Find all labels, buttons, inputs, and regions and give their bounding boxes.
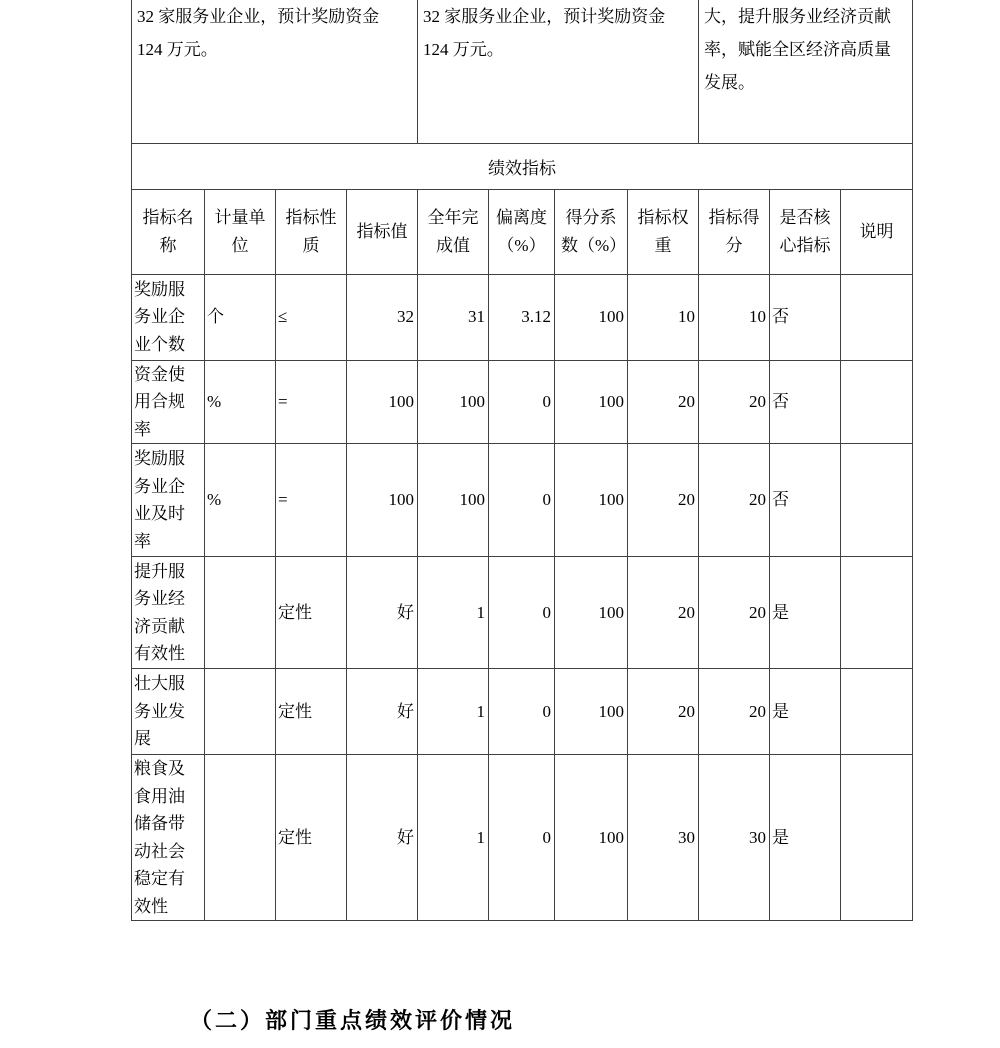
section-title: 绩效指标 bbox=[132, 143, 913, 189]
header-nature: 指标性质 bbox=[276, 189, 347, 274]
cell-indicator-name: 提升服务业经济贡献有效性 bbox=[132, 557, 205, 669]
header-core-indicator: 是否核心指标 bbox=[770, 189, 841, 274]
cell-nature: 定性 bbox=[276, 557, 347, 669]
cell-nature: 定性 bbox=[276, 755, 347, 921]
cell-indicator-name: 粮食及食用油储备带动社会稳定有效性 bbox=[132, 755, 205, 921]
cell-unit bbox=[205, 669, 276, 755]
header-unit: 计量单位 bbox=[205, 189, 276, 274]
cell-weight: 10 bbox=[628, 274, 699, 360]
section-heading: （二）部门重点绩效评价情况 bbox=[190, 1008, 516, 1033]
cell-completion-text: 32 家服务业企业，预计奖励资金 124 万元。 bbox=[418, 0, 699, 143]
cell-weight: 20 bbox=[628, 669, 699, 755]
cell-note bbox=[841, 557, 913, 669]
cell-completed-value: 31 bbox=[418, 274, 489, 360]
cell-note bbox=[841, 755, 913, 921]
cell-indicator-name: 壮大服务业发展 bbox=[132, 669, 205, 755]
cell-score-coefficient: 100 bbox=[555, 755, 628, 921]
cell-note bbox=[841, 444, 913, 557]
cell-score-coefficient: 100 bbox=[555, 669, 628, 755]
cell-score: 20 bbox=[699, 557, 770, 669]
cell-deviation: 0 bbox=[489, 755, 555, 921]
header-weight: 指标权重 bbox=[628, 189, 699, 274]
cell-completed-value: 1 bbox=[418, 755, 489, 921]
cell-score-coefficient: 100 bbox=[555, 444, 628, 557]
header-deviation: 偏离度（%） bbox=[489, 189, 555, 274]
cell-indicator-name: 资金使用合规率 bbox=[132, 360, 205, 444]
cell-deviation: 0 bbox=[489, 669, 555, 755]
cell-score-coefficient: 100 bbox=[555, 274, 628, 360]
cell-score: 30 bbox=[699, 755, 770, 921]
cell-indicator-name: 奖励服务业企业个数 bbox=[132, 274, 205, 360]
cell-nature: = bbox=[276, 444, 347, 557]
cell-weight: 20 bbox=[628, 444, 699, 557]
cell-completed-value: 100 bbox=[418, 360, 489, 444]
header-completed-value: 全年完成值 bbox=[418, 189, 489, 274]
table-row bbox=[132, 669, 913, 755]
table-header-row bbox=[132, 189, 913, 274]
table-row bbox=[132, 274, 913, 360]
cell-target-value: 100 bbox=[347, 444, 418, 557]
cell-completed-value: 100 bbox=[418, 444, 489, 557]
table-row bbox=[132, 755, 913, 921]
cell-target-value: 好 bbox=[347, 669, 418, 755]
cell-note bbox=[841, 274, 913, 360]
cell-completed-value: 1 bbox=[418, 557, 489, 669]
cell-target-value: 100 bbox=[347, 360, 418, 444]
cell-unit: % bbox=[205, 444, 276, 557]
cell-score-coefficient: 100 bbox=[555, 557, 628, 669]
cell-deviation: 0 bbox=[489, 360, 555, 444]
cell-completed-value: 1 bbox=[418, 669, 489, 755]
header-note: 说明 bbox=[841, 189, 913, 274]
cell-weight: 20 bbox=[628, 360, 699, 444]
cell-core-indicator: 否 bbox=[770, 360, 841, 444]
cell-annual-target-text: 32 家服务业企业，预计奖励资金 124 万元。 bbox=[132, 0, 418, 143]
header-score-coefficient: 得分系数（%） bbox=[555, 189, 628, 274]
cell-core-indicator: 否 bbox=[770, 444, 841, 557]
header-score: 指标得分 bbox=[699, 189, 770, 274]
table-row bbox=[132, 557, 913, 669]
cell-score: 20 bbox=[699, 669, 770, 755]
cell-unit bbox=[205, 557, 276, 669]
header-target-value: 指标值 bbox=[347, 189, 418, 274]
cell-nature: ≤ bbox=[276, 274, 347, 360]
cell-deviation: 3.12 bbox=[489, 274, 555, 360]
cell-unit bbox=[205, 755, 276, 921]
table-row bbox=[132, 444, 913, 557]
cell-core-indicator: 是 bbox=[770, 557, 841, 669]
cell-core-indicator: 是 bbox=[770, 755, 841, 921]
cell-nature: = bbox=[276, 360, 347, 444]
table-row bbox=[132, 360, 913, 444]
cell-score: 20 bbox=[699, 444, 770, 557]
cell-target-value: 32 bbox=[347, 274, 418, 360]
table-row-continuation bbox=[132, 0, 913, 143]
cell-target-value: 好 bbox=[347, 557, 418, 669]
table-row-section-title bbox=[132, 143, 913, 189]
cell-weight: 30 bbox=[628, 755, 699, 921]
cell-nature: 定性 bbox=[276, 669, 347, 755]
cell-effect-text: 大，提升服务业经济贡献率，赋能全区经济高质量发展。 bbox=[699, 0, 913, 143]
cell-note bbox=[841, 669, 913, 755]
cell-score-coefficient: 100 bbox=[555, 360, 628, 444]
header-indicator-name: 指标名称 bbox=[132, 189, 205, 274]
cell-core-indicator: 否 bbox=[770, 274, 841, 360]
performance-indicator-table bbox=[131, 0, 913, 921]
cell-score: 10 bbox=[699, 274, 770, 360]
cell-deviation: 0 bbox=[489, 444, 555, 557]
cell-core-indicator: 是 bbox=[770, 669, 841, 755]
cell-target-value: 好 bbox=[347, 755, 418, 921]
cell-unit: % bbox=[205, 360, 276, 444]
cell-indicator-name: 奖励服务业企业及时率 bbox=[132, 444, 205, 557]
cell-deviation: 0 bbox=[489, 557, 555, 669]
cell-unit: 个 bbox=[205, 274, 276, 360]
cell-weight: 20 bbox=[628, 557, 699, 669]
cell-score: 20 bbox=[699, 360, 770, 444]
cell-note bbox=[841, 360, 913, 444]
